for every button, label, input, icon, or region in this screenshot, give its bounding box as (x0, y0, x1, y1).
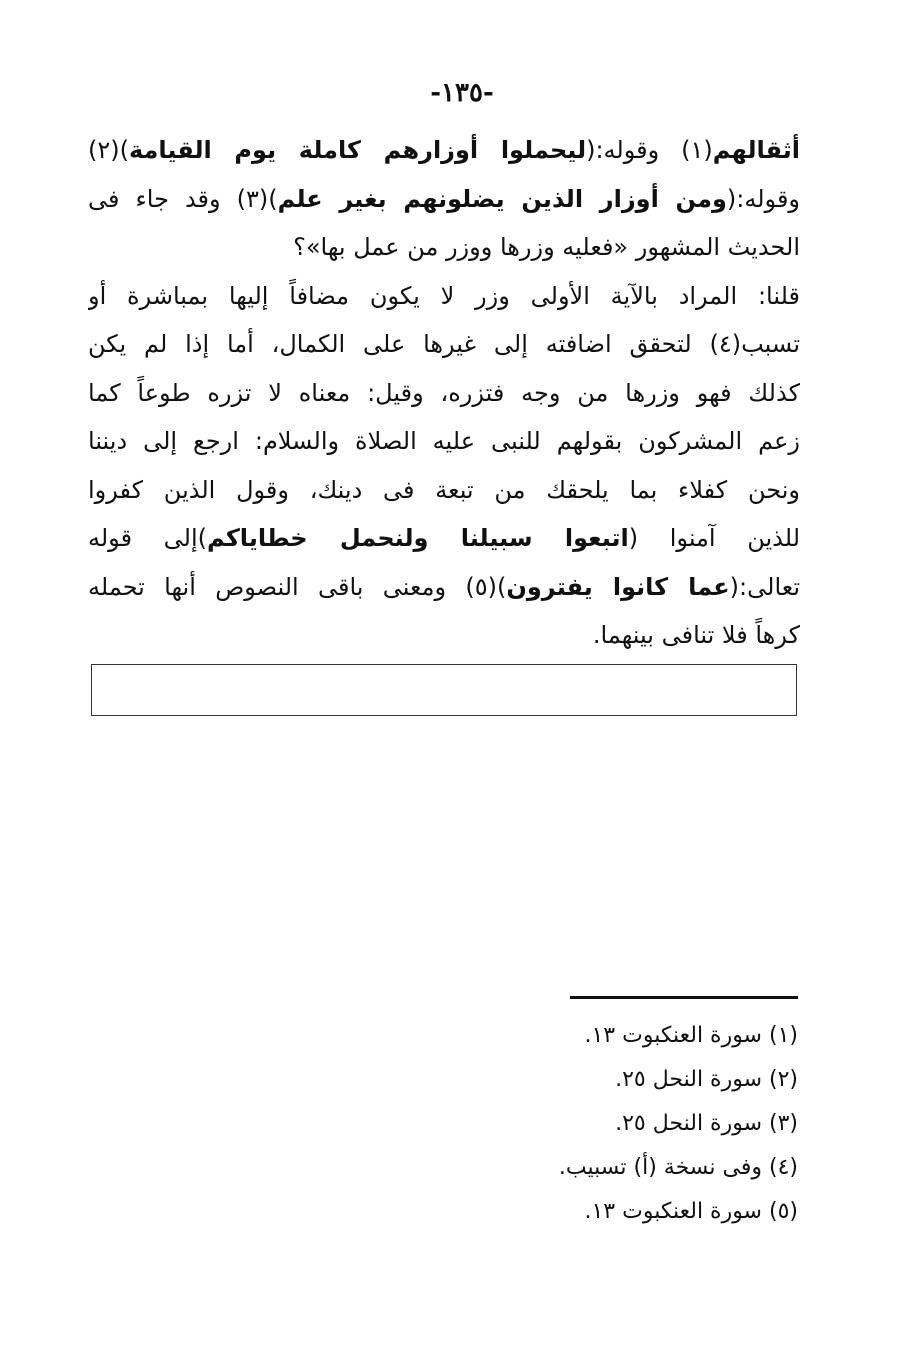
text-span: )إلى قوله (88, 524, 208, 552)
footnote-item: (٥) سورة العنكبوت ١٣. (584, 1199, 798, 1224)
footnote-divider (570, 996, 798, 999)
text-line (88, 514, 800, 563)
main-text (88, 126, 800, 660)
text-line: الحديث المشهور «فعليه وزرها ووزر من عمل بها»؟ (293, 233, 800, 261)
footnote-item: (٣) سورة النحل ٢٥. (615, 1111, 798, 1136)
quran-quote: عما كانوا يفترون (506, 572, 730, 601)
footnote-item: (٤) وفى نسخة (أ) تسبيب. (558, 1155, 798, 1180)
text-line (88, 175, 800, 224)
text-span: تعالى:( (729, 572, 800, 601)
text-span: )(٥) ومعنى باقى النصوص أنها تحمله (88, 572, 507, 601)
text-line: تسبب(٤) لتحقق اضافته إلى غيرها على الكمال، أما إذا لم يكن (88, 330, 800, 358)
text-line (88, 563, 800, 612)
quran-quote: ليحملوا أوزارهم كاملة يوم القيامة (129, 136, 587, 164)
page-number: -١٣٥- (430, 78, 494, 108)
text-span: وقوله:( (726, 184, 800, 213)
quran-quote: أثقالهم (712, 136, 800, 164)
text-line: قلنا: المراد بالآية الأولى وزر لا يكون مضافاً إليها بمباشرة أو (88, 281, 800, 310)
footnote-item: (٢) سورة النحل ٢٥. (615, 1067, 798, 1092)
quran-quote: اتبعوا سبيلنا ولنحمل خطاياكم (207, 524, 629, 552)
text-span: للذين آمنوا ( (628, 524, 800, 552)
text-line: كرهاً فلا تنافى بينهما. (592, 621, 800, 649)
text-span: (١) وقوله:( (586, 136, 713, 164)
text-line: زعم المشركون بقولهم للنبى عليه الصلاة والسلام: ارجع إلى ديننا (88, 427, 800, 455)
footnote-item: (١) سورة العنكبوت ١٣. (584, 1023, 798, 1048)
empty-frame (91, 664, 797, 716)
text-span: )(٣) وقد جاء فى (88, 184, 278, 213)
footnotes (378, 1014, 798, 1234)
quran-quote: ومن أوزار الذين يضلونهم بغير علم (277, 184, 727, 213)
text-line (88, 126, 800, 175)
text-line: كذلك فهو وزرها من وجه فتزره، وقيل: معناه لا تزره طوعاً كما (88, 378, 800, 407)
text-line: ونحن كفلاء بما يلحقك من تبعة فى دينك، وقول الذين كفروا (88, 475, 800, 504)
text-span: )(٢) (88, 136, 129, 164)
